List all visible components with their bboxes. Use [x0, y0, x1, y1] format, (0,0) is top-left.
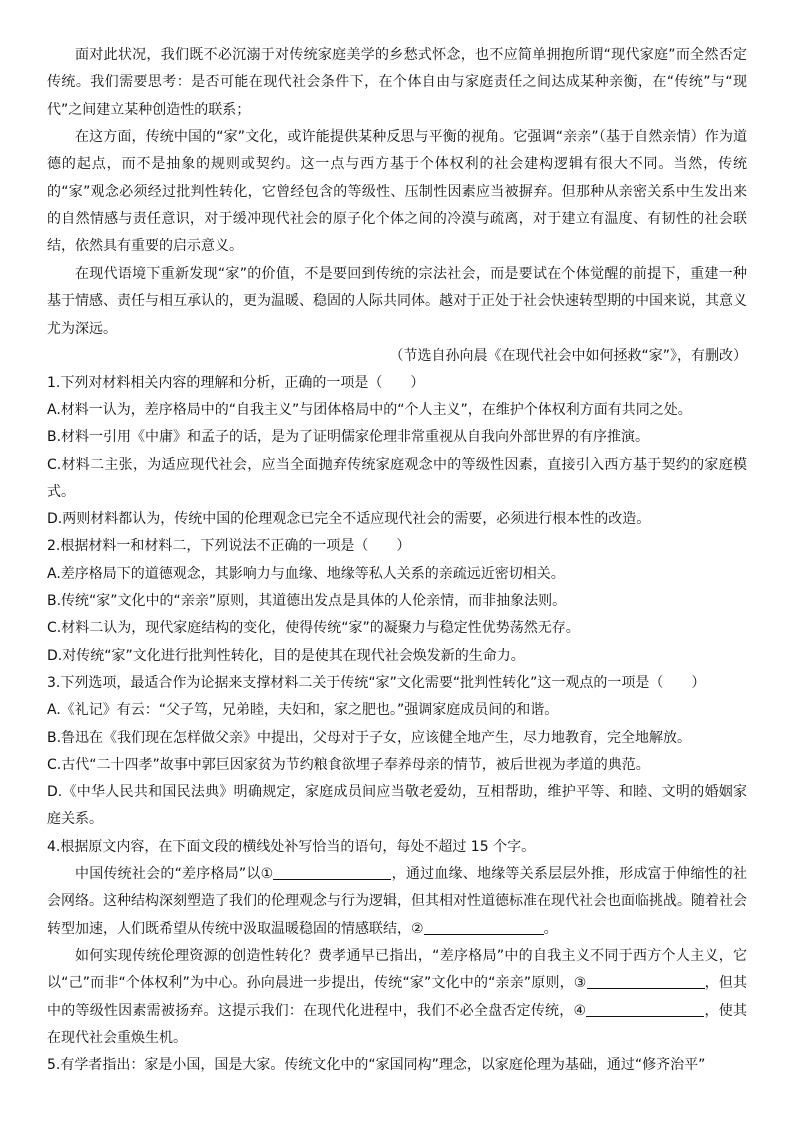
question-4-stem: 4.根据原文内容，在下面文段的横线处补写恰当的语句，每处不超过 15 个字。 — [47, 839, 536, 855]
question-1-stem: 1.下列对材料相关内容的理解和分析，正确的一项是（ ） — [47, 375, 425, 391]
passage-paragraph-3: 在现代语境下重新发现“家”的价值，不是要回到传统的宗法社会，而是要试在个体觉醒的前提下，重建一种基于情感、责任与相互承认的，更为温暖、稳固的人际共同体。越对于正处于社会快速转型期的中国来说，其意义尤为深远。 — [47, 266, 747, 337]
question-3-stem: 3.下列选项，最适合作为论据来支撑材料二关于传统“家”文化需要“批判性转化”这一观点的一项是（ ） — [47, 675, 706, 691]
passage-paragraph-1: 面对此状况，我们既不必沉溺于对传统家庭美学的乡愁式怀念，也不应简单拥抱所谓“现代家庭”而全然否定传统。我们需要思考：是否可能在现代社会条件下，在个体自由与家庭责任之间达成某种亲衡，在“传统”与“现代”之间建立某种创造性的联系； — [47, 47, 747, 118]
question-1-option-d: D.两则材料都认为，传统中国的伦理观念已完全不适应现代社会的需要，必须进行根本性的改造。 — [47, 511, 651, 527]
question-2-option-a: A.差序格局下的道德观念，其影响力与血缘、地缘等私人关系的亲疏远近密切相关。 — [47, 566, 565, 582]
question-1-option-a: A.材料一认为，差序格局中的“自我主义”与团体格局中的“个人主义”，在维护个体权利方面有共同之处。 — [47, 402, 692, 418]
question-3-option-a: A.《礼记》有云：“父子笃，兄弟睦，夫妇和，家之肥也。”强调家庭成员间的和谐。 — [47, 702, 559, 718]
question-1-option-c: C.材料二主张，为适应现代社会，应当全面抛弃传统家庭观念中的等级性因素，直接引入西方基于契约的家庭模式。 — [47, 457, 747, 501]
question-2-stem: 2.根据材料一和材料二，下列说法不正确的一项是（ ） — [47, 538, 411, 554]
question-2-option-b: B.传统“家”文化中的“亲亲”原则，其道德出发点是具体的人伦亲情，而非抽象法则。 — [47, 593, 567, 609]
question-1-option-b: B.材料一引用《中庸》和孟子的话，是为了证明儒家伦理非常重视从自我向外部世界的有序推演。 — [47, 429, 650, 445]
question-2-option-d: D.对传统“家”文化进行批判性转化，目的是使其在现代社会焕发新的生命力。 — [47, 648, 525, 664]
q4-text-segment: 。 — [543, 920, 558, 937]
q4-text-segment: ，但其中的等级性因素需被扬弃。这提示我们：在现代化进程中，我们不必全盘否定传统，④ — [47, 975, 747, 1019]
q4-text-segment: 如何实现传统伦理资源的创造性转化？费孝通早已指出，“差序格局”中的自我主义不同于西方个人主义，它以“己”而非“个体权利”为中心。孙向晨进一步提出，传统“家”文化中的“亲亲”原则，③ — [47, 948, 747, 992]
answer-blank-2[interactable] — [424, 920, 544, 935]
question-3-option-d: D.《中华人民共和国民法典》明确规定，家庭成员间应当敬老爱幼，互相帮助，维护平等、和睦、文明的婚姻家庭关系。 — [47, 784, 747, 828]
question-3-option-b: B.鲁迅在《我们现在怎样做父亲》中提出，父母对于子女，应该健全地产生，尽力地教育，完全地解放。 — [47, 730, 692, 746]
question-2-option-c: C.材料二认为，现代家庭结构的变化，使得传统“家”的凝聚力与稳定性优势荡然无存。 — [47, 620, 580, 636]
question-3-option-c: C.古代“二十四孝”故事中郭巨因家贫为节约粮食欲埋子奉养母亲的情节，被后世视为孝道的典范。 — [47, 757, 650, 773]
q4-text-segment: 中国传统社会的“差序格局”以① — [75, 866, 274, 882]
question-4-paragraph-1 — [47, 861, 747, 943]
question-5-stem: 5.有学者指出：家是小国，国是大家。传统文化中的“家国同构”理念，以家庭伦理为基础，通过“修齐治平” — [47, 1057, 706, 1073]
q4-text-segment: ，使其在现代社会重焕生机。 — [47, 1002, 747, 1046]
question-4-paragraph-2 — [47, 943, 747, 1052]
answer-blank-3[interactable] — [587, 974, 705, 989]
answer-blank-1[interactable] — [273, 865, 391, 880]
passage-paragraph-2: 在这方面，传统中国的“家”文化，或许能提供某种反思与平衡的视角。它强调“亲亲”（基于自然亲情）作为道德的起点，而不是抽象的规则或契约。这一点与西方基于个体权利的社会建构逻辑有很大不同。当然，传统的“家”观念必须经过批判性转化，它曾经包含的等级性、压制性因素应当被摒弃。但那种从亲密关系中生发出来的自然情感与责任意识，对于缓冲现代社会的原子化个体之间的冷漠与疏离，对于建立有温度、有韧性的社会联结，依然具有重要的启示意义。 — [47, 129, 747, 255]
q4-text-segment: ，通过血缘、地缘等关系层层外推，形成富于伸缩性的社会网络。这种结构深刻塑造了我们的伦理观念与行为逻辑，但其相对性道德标准在现代社会也面临挑战。随着社会转型加速，人们既希望从传统中汲取温暖稳固的情感联结，② — [47, 866, 748, 937]
passage-source: （节选自孙向晨《在现代社会中如何拯救“家”》，有删改） — [389, 348, 747, 364]
answer-blank-4[interactable] — [586, 1002, 704, 1017]
